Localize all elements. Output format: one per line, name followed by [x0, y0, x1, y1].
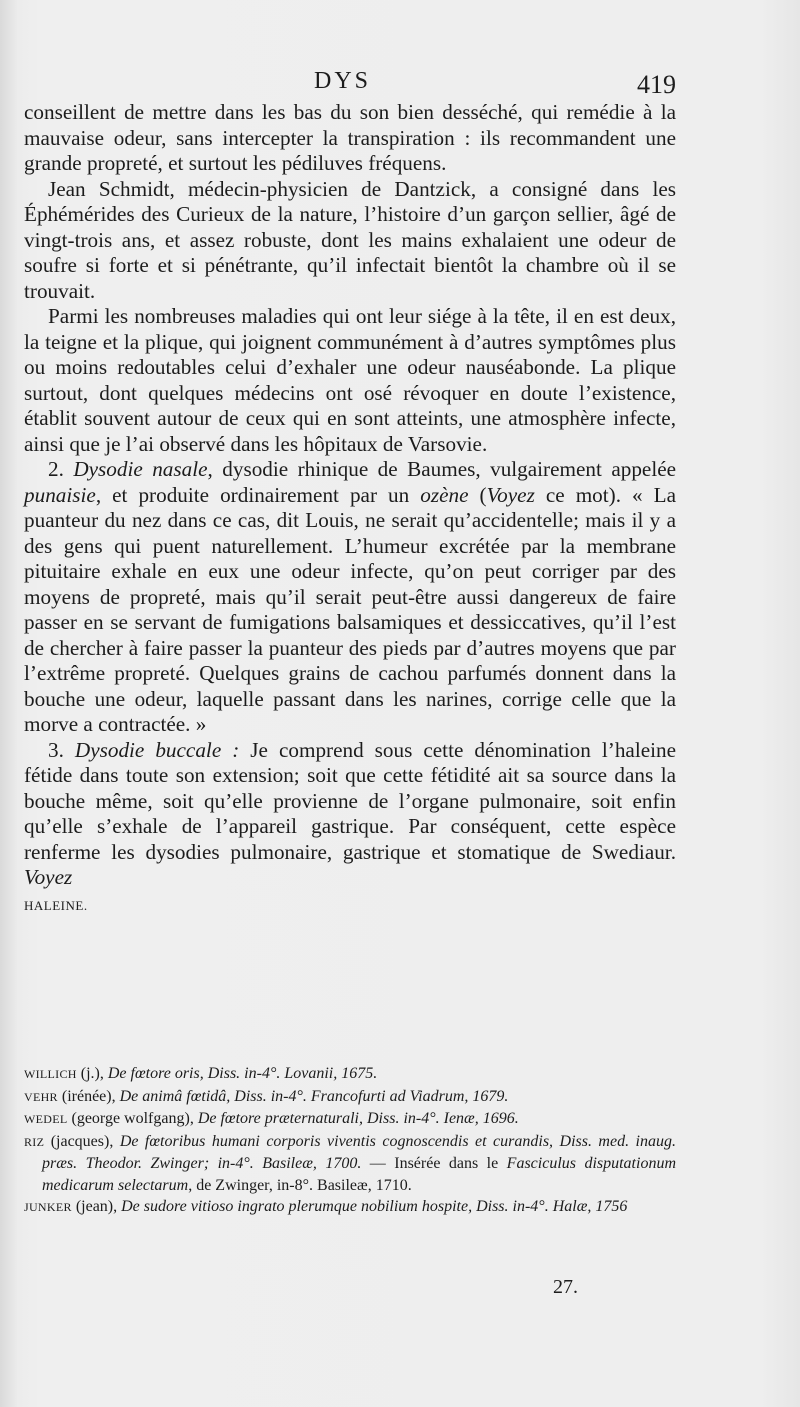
- text-run: (: [468, 482, 487, 507]
- running-head: DYS: [314, 68, 372, 94]
- reference-initials: (george wolfgang),: [67, 1110, 198, 1127]
- reference-entry: [24, 1108, 676, 1131]
- paragraph-schmidt: Jean Schmidt, médecin-physicien de Dantzick, a consigné dans les Éphémérides des Curieux de la nature, l’histoire d’un garçon sellier, âgé de vingt-trois ans, et assez robuste, dont les mains exhalaient une odeur de soufre si forte et si pénétrante, qu’il infectait bientôt la chambre où il se trouvait.: [24, 176, 676, 303]
- reference-initials: (jacques),: [44, 1132, 120, 1150]
- reference-author: VEHR: [24, 1089, 58, 1104]
- paragraph-dysodie-nasale: [24, 457, 676, 738]
- reference-entry: [24, 1131, 676, 1197]
- bibliography: [24, 1063, 676, 1219]
- reference-entry: [24, 1086, 676, 1109]
- term-ozene: ozène: [420, 482, 469, 507]
- reference-author: RIZ: [24, 1134, 45, 1149]
- reference-initials: (jean),: [71, 1198, 122, 1215]
- reference-note: — Insérée dans le: [361, 1155, 507, 1172]
- section-title: Dysodie buccale :: [74, 737, 240, 762]
- text-run: , et produite ordinairement par un: [95, 482, 421, 507]
- voyez-reference: Voyez: [24, 865, 73, 889]
- page-header: [24, 60, 676, 100]
- reference-note-title: Fasciculus disputationum medicarum selectarum: [42, 1155, 677, 1194]
- signature-mark: 27.: [553, 1276, 578, 1298]
- section-title: Dysodie nasale: [73, 457, 208, 481]
- section-number: 3.: [48, 737, 64, 762]
- reference-text: De fœtoribus humani corporis viventis cognoscendis et curandis, Diss. med. inaug. præs. Theodor. Zwinger; in-4°. Basileæ, 1700.: [42, 1132, 677, 1172]
- paragraph-plique: Parmi les nombreuses maladies qui ont leur siége à la tête, il en est deux, la teigne et la plique, qui joignent communément à d’autres symptômes plus ou moins redoutables celui d’exhaler une odeur nauséabonde. La plique surtout, dont quelques médecins ont osé révoquer en doute l’existence, établit souvent autour de ceux qui en sont atteints, une atmosphère infecte, ainsi que je l’ai observé dans les hôpitaux de Varsovie.: [24, 304, 676, 456]
- reference-author: JUNKER: [24, 1200, 72, 1214]
- reference-text: De fœtore præternaturali, Diss. in-4°. Ienæ, 1696.: [197, 1110, 519, 1127]
- reference-text: De sudore vitioso ingrato plerumque nobilium hospite, Diss. in-4°. Halæ, 1756: [121, 1198, 628, 1215]
- page-number: 419: [637, 70, 676, 99]
- reference-author: WILLICH: [24, 1067, 77, 1081]
- term-punaisie: punaisie: [24, 482, 96, 507]
- reference-text: De animâ fœtidâ, Diss. in-4°. Francofurti ad Viadrum, 1679.: [119, 1087, 509, 1105]
- text-run: Je comprend sous cette dénomination l’haleine fétide dans toute son extension; soit que cette fétidité ait sa source dans la bouche même, soit qu’elle provienne de l’organe pulmonaire, soit enfin qu’elle s’exhale de l’appareil gastrique. Par conséquent, cette espèce renferme les dysodies pulmonaire, gastrique et stomatique de Swediaur.: [24, 737, 676, 864]
- reference-entry: [24, 1063, 676, 1086]
- reference-initials: (irénée),: [57, 1087, 120, 1105]
- reference-note-end: , de Zwinger, in-8°. Basileæ, 1710.: [188, 1176, 412, 1194]
- text-run: , dysodie rhinique de Baumes, vulgairement appelée: [207, 457, 677, 481]
- paragraph-dysodie-buccale: [24, 738, 676, 919]
- section-number: 2.: [48, 457, 64, 481]
- paragraph-continuation: conseillent de mettre dans les bas du son bien desséché, qui remédie à la mauvaise odeur, sans intercepter la transpiration : ils recommandent une grande propreté, et surtout les pédiluves fréquens.: [24, 100, 676, 175]
- reference-text: De fœtore oris, Diss. in-4°. Lovanii, 1675.: [107, 1065, 378, 1082]
- text-run: ce mot). « La puanteur du nez dans ce cas, dit Louis, ne serait qu’accidentelle; mais il y a des gens qui puent naturellement. L’humeur excrétée par la membrane pituitaire exhale en eux une odeur infecte, qu’on peut corriger par des moyens de propreté, mais qu’il serait peut-être aussi dangereux de faire passer en se servant de fumigations balsamiques et dessiccatives, qu’il l’est de chercher à faire passer la puanteur des pieds par d’autres moyens que par l’extrême propreté. Quelques grains de cachou parfumés donnent dans la bouche une odeur, laquelle passant dans les narines, corrige celle que la morve a contractée. »: [24, 482, 677, 736]
- voyez-reference: Voyez: [486, 482, 535, 507]
- reference-entry: [24, 1196, 676, 1219]
- reference-author: WEDEL: [24, 1112, 68, 1126]
- body-text: [24, 100, 676, 918]
- reference-initials: (j.),: [76, 1065, 108, 1082]
- cross-reference-haleine: HALEINE.: [24, 897, 88, 913]
